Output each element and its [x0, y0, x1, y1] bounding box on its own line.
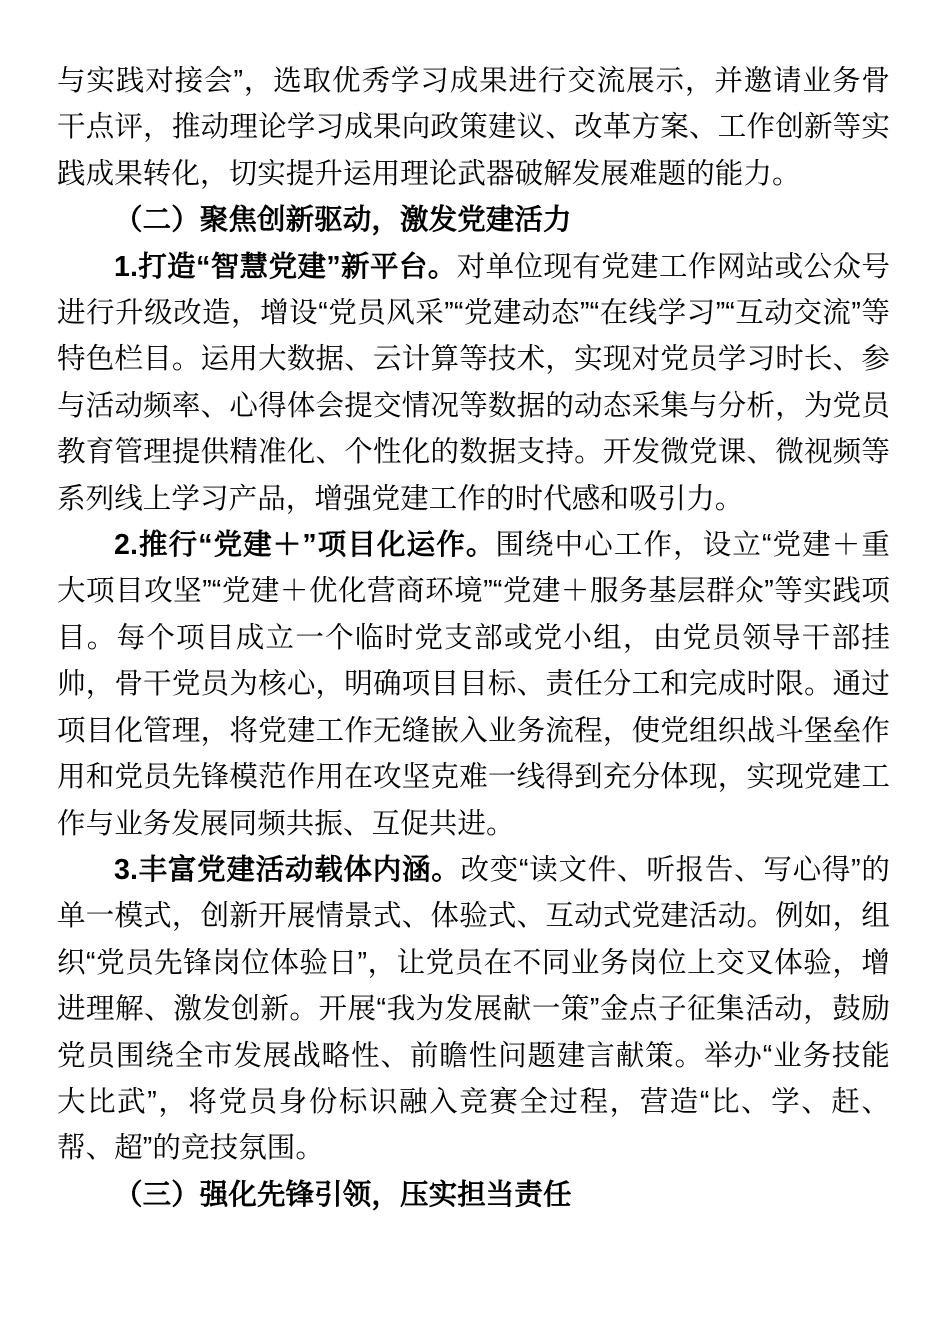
numbered-item-2 [57, 522, 890, 847]
numbered-item-1 [57, 244, 890, 522]
numbered-item-1-lead: 1.打造“智慧党建”新平台。 [114, 250, 457, 283]
numbered-item-3-body: 改变“读文件、听报告、写心得”的单一模式，创新开展情景式、体验式、互动式党建活动。例如，组织“党员先锋岗位体验日”，让党员在不同业务岗位上交叉体验，增进理解、激发创新。开展“我为发展献一策”金点子征集活动，鼓励党员围绕全市发展战略性、前瞻性问题建言献策。举办“业务技能大比武”，将党员身份标识融入竞赛全过程，营造“比、学、赶、帮、超”的竞技氛围。 [57, 853, 890, 1165]
numbered-item-1-body: 对单位现有党建工作网站或公众号进行升级改造，增设“党员风采”“党建动态”“在线学习”“互动交流”等特色栏目。运用大数据、云计算等技术，实现对党员学习时长、参与活动频率、心得体会提交情况等数据的动态采集与分析，为党员教育管理提供精准化、个性化的数据支持。开发微党课、微视频等系列线上学习产品，增强党建工作的时代感和吸引力。 [57, 250, 890, 515]
document-text-body [57, 58, 890, 1218]
numbered-item-3 [57, 847, 890, 1172]
section-heading-three: （三）强化先锋引领，压实担当责任 [114, 1178, 572, 1211]
numbered-item-2-lead: 2.推行“党建＋”项目化运作。 [114, 529, 496, 562]
numbered-item-3-lead: 3.丰富党建活动载体内涵。 [114, 853, 461, 886]
paragraph-continuation: 与实践对接会”，选取优秀学习成果进行交流展示，并邀请业务骨干点评，推动理论学习成果向政策建议、改革方案、工作创新等实践成果转化，切实提升运用理论武器破解发展难题的能力。 [57, 65, 890, 190]
numbered-item-2-body: 围绕中心工作，设立“党建＋重大项目攻坚”“党建＋优化营商环境”“党建＋服务基层群众”等实践项目。每个项目成立一个临时党支部或党小组，由党员领导干部挂帅，骨干党员为核心，明确项目目标、责任分工和完成时限。通过项目化管理，将党建工作无缝嵌入业务流程，使党组织战斗堡垒作用和党员先锋模范作用在攻坚克难一线得到充分体现，实现党建工作与业务发展同频共振、互促共进。 [57, 529, 890, 840]
section-heading-two: （二）聚焦创新驱动，激发党建活力 [114, 204, 572, 237]
